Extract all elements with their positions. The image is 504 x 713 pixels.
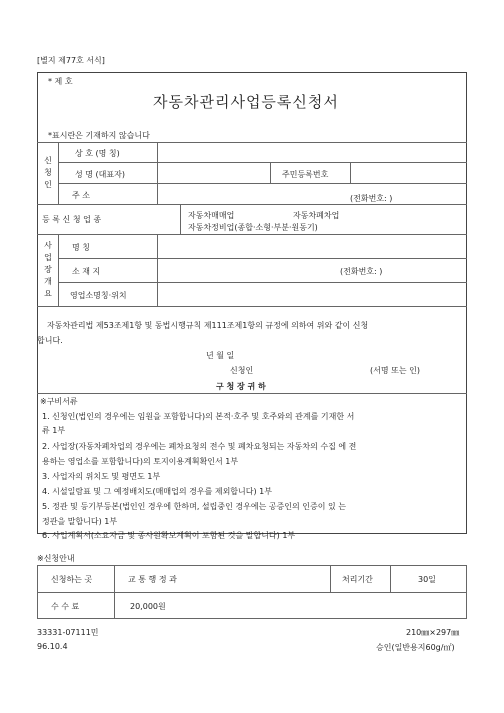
address-label: 주 소	[72, 191, 90, 200]
document-item: 2. 사업장(자동차폐차업의 경우에는 폐차요청의 전수 및 폐차요청되는 자동차의 수집 에 전	[42, 442, 357, 451]
period-value: 30일	[418, 575, 436, 584]
branch-label: 영업소명칭·위치	[70, 291, 127, 300]
applicant-phone-label: (전화번호: )	[350, 194, 393, 203]
form-label: [별지 제77호 서식]	[37, 56, 105, 65]
form-title: 자동차관리사업등록신청서	[153, 93, 339, 111]
receipt-number-label: * 제 호	[48, 77, 73, 86]
workplace-group-label: 사 업 장 개 요	[44, 241, 52, 298]
document-item: 류 1부	[42, 426, 66, 435]
office-label: 신청하는 곳	[51, 575, 93, 584]
declaration-line-1: 자동차관리법 제53조제1항 및 동법시행규칙 제111조제1항의 규정에 의하여 위와 같이 신청	[47, 321, 369, 330]
form-code: 33331-07111민	[37, 628, 99, 637]
document-item: 정관을 말합니다) 1부	[42, 517, 118, 526]
paper-size: 210㎜×297㎜	[406, 628, 460, 637]
workplace-name-label: 명 칭	[72, 243, 90, 252]
document-item: 4. 시설일람표 및 그 예정배치도(매매업의 경우를 제외합니다) 1부	[42, 487, 272, 496]
documents-header: ※구비서류	[40, 397, 78, 406]
period-label: 처리기간	[342, 575, 373, 584]
document-item: 6. 사업계획서(소요자금 및 종사원확보계획이 포함된 것을 말합니다) 1부	[42, 531, 296, 540]
paper-type: 승인(일반용지60g/㎡)	[376, 643, 455, 652]
workplace-location-label: 소 재 지	[72, 267, 101, 276]
workplace-phone-label: (전화번호: )	[340, 267, 383, 276]
business-option-repair: 자동차정비업(종합·소형·부분·원동기)	[188, 223, 318, 232]
applicant-sign-label: 신청인	[230, 366, 254, 375]
document-item: 용하는 영업소를 포함합니다)의 토지이용계획확인서 1부	[42, 457, 239, 466]
trade-name-label: 상 호 (명 칭)	[75, 149, 120, 158]
signature-label: (서명 또는 인)	[370, 366, 420, 375]
application-date: 년 월 일	[206, 351, 235, 360]
document-item: 5. 정관 및 등기부등본(법인인 경우에 한하며, 설립중인 경우에는 공증인의 인증이 있 는	[42, 502, 347, 511]
document-item: 1. 신청인(법인의 경우에는 임원을 포함합니다)의 본적·호주 및 호주와의 관계를 기재한 서	[42, 412, 355, 421]
fee-value: 20,000원	[130, 602, 166, 611]
note-text: *표시란은 기재하지 않습니다	[48, 131, 150, 140]
business-option-sales: 자동차매매업	[188, 211, 235, 220]
document-item: 3. 사업자의 위치도 및 평면도 1부	[42, 472, 161, 481]
business-option-scrap: 자동차폐차업	[293, 211, 340, 220]
guide-header: ※신청안내	[37, 554, 75, 563]
declaration-line-2: 합니다.	[37, 336, 63, 345]
resident-number-label: 주민등록번호	[282, 170, 329, 179]
name-label: 성 명 (대표자)	[75, 170, 125, 179]
fee-label: 수 수 료	[51, 602, 80, 611]
applicant-group-label: 신 청 인	[44, 156, 52, 189]
office-value: 교 통 행 정 과	[128, 575, 177, 584]
form-date: 96.10.4	[37, 642, 68, 651]
business-type-label: 등 록 신 청 업 종	[42, 215, 102, 224]
addressee: 구 청 장 귀 하	[216, 382, 266, 391]
